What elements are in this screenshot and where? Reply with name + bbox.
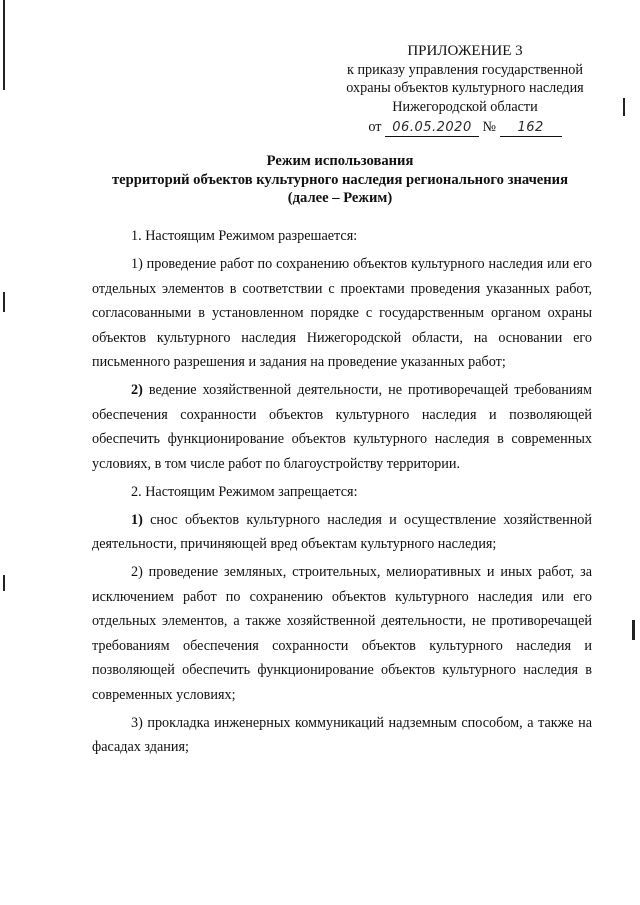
appendix-line-2: охраны объектов культурного наследия xyxy=(346,80,584,96)
paragraph-permitted-1: 1) проведение работ по сохранению объектов культурного наследия или его отдельных элементов в соответствии с проектами проведения указанных работ, согласованными в установленном порядке с государственным органом охраны объектов культурного наследия Нижегородской области, на основании его письменного разрешения и задания на проведение указанных работ; xyxy=(92,256,592,370)
appendix-line-1: к приказу управления государственной xyxy=(347,61,583,78)
paragraph-prohibited-3: 3) прокладка инженерных коммуникаций надземным способом, а также на фасадах здания; xyxy=(92,714,592,755)
paragraph-text: снос объектов культурного наследия и осуществление хозяйственной деятельности, причиняющей вред объектам культурного наследия; xyxy=(92,511,592,552)
appendix-block xyxy=(330,42,600,137)
paragraph-prohibited-heading: 2. Настоящим Режимом запрещается: xyxy=(131,483,358,500)
appendix-heading: ПРИЛОЖЕНИЕ 3 xyxy=(407,43,523,59)
scan-edge-mark-left-low xyxy=(3,575,5,591)
scan-edge-mark-right-mid xyxy=(632,620,635,640)
paragraph-text: ведение хозяйственной деятельности, не противоречащей требованиям обеспечения сохранности объектов культурного наследия и позволяющей обеспечить функционирование объектов культурного наследия в современных условиях, в том числе работ по благоустройству территории. xyxy=(92,382,592,472)
paragraph-permitted-2 xyxy=(92,378,592,476)
handwritten-date: 06.05.2020 xyxy=(385,120,479,137)
scan-edge-mark-left-mid xyxy=(3,292,5,312)
number-sign: № xyxy=(482,119,497,135)
scan-edge-mark-right-top xyxy=(623,98,625,116)
appendix-date-row xyxy=(330,118,600,137)
appendix-line-3: Нижегородской области xyxy=(392,98,538,115)
title-line-3: (далее – Режим) xyxy=(287,190,393,206)
document-title xyxy=(90,152,590,208)
title-line-2: территорий объектов культурного наследия регионального значения xyxy=(112,171,568,188)
document-body xyxy=(92,224,592,763)
date-prefix: от xyxy=(368,119,382,135)
paragraph-prohibited-1 xyxy=(92,508,592,557)
paragraph-permitted-heading: 1. Настоящим Режимом разрешается: xyxy=(131,228,358,244)
handwritten-number: 162 xyxy=(500,120,562,137)
scan-edge-mark-left-top xyxy=(3,0,5,90)
paragraph-prohibited-2: 2) проведение земляных, строительных, мелиоративных и иных работ, за исключением работ по сохранению объектов культурного наследия или его отдельных элементов, а также хозяйственной деятельности, не противоречащей требованиям обеспечения сохранности объектов культурного наследия и позволяющей обеспечить функционирование объектов культурного наследия в современных условиях; xyxy=(92,564,592,703)
item-number: 1) xyxy=(131,511,143,528)
item-number: 2) xyxy=(131,382,143,398)
title-line-1: Режим использования xyxy=(266,153,414,169)
